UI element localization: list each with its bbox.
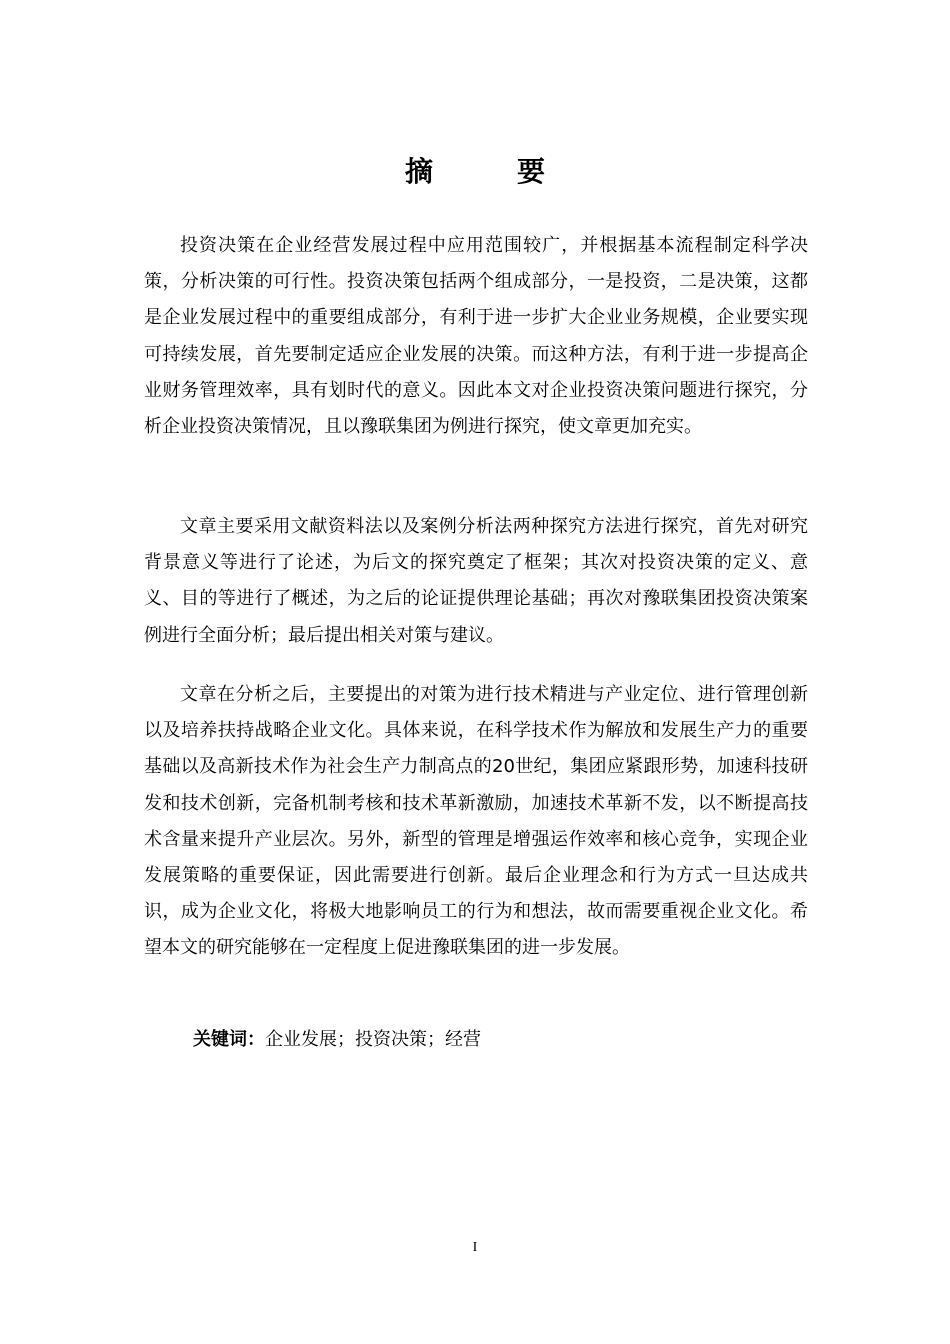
keywords-value: 企业发展；投资决策；经营 <box>265 1029 481 1050</box>
abstract-title: 摘 要 <box>404 155 573 188</box>
abstract-paragraph-2: 文章主要采用文献资料法以及案例分析法两种探究方法进行探究，首先对研究背景意义等进行了论述，为后文的探究奠定了框架；其次对投资决策的定义、意义、目的等进行了概述，为之后的论证提供理论基础；再次对豫联集团投资决策案例进行全面分析；最后提出相关对策与建议。 <box>144 516 808 646</box>
keywords-line <box>193 1025 481 1055</box>
abstract-paragraph-1: 投资决策在企业经营发展过程中应用范围较广，并根据基本流程制定科学决策，分析决策的可行性。投资决策包括两个组成部分，一是投资，二是决策，这都是企业发展过程中的重要组成部分，有利于进一步扩大企业业务规模，企业要实现可持续发展，首先要制定适应企业发展的决策。而这种方法，有利于进一步提高企业财务管理效率，具有划时代的意义。因此本文对企业投资决策问题进行探究，分析企业投资决策情况，且以豫联集团为例进行探究，使文章更加充实。 <box>144 235 808 438</box>
page-number: I <box>472 1240 478 1255</box>
keywords-label: 关键词： <box>193 1029 265 1050</box>
abstract-paragraph-3: 文章在分析之后，主要提出的对策为进行技术精进与产业定位、进行管理创新以及培养扶持战略企业文化。具体来说，在科学技术作为解放和发展生产力的重要基础以及高新技术作为社会生产力制高点的20世纪，集团应紧跟形势，加速科技研发和技术创新，完备机制考核和技术革新激励，加速技术革新不发，以不断提高技术含量来提升产业层次。另外，新型的管理是增强运作效率和核心竞争，实现企业发展策略的重要保证，因此需要进行创新。最后企业理念和行为方式一旦达成共识，成为企业文化，将极大地影响员工的行为和想法，故而需要重视企业文化。希望本文的研究能够在一定程度上促进豫联集团的进一步发展。 <box>144 684 808 959</box>
